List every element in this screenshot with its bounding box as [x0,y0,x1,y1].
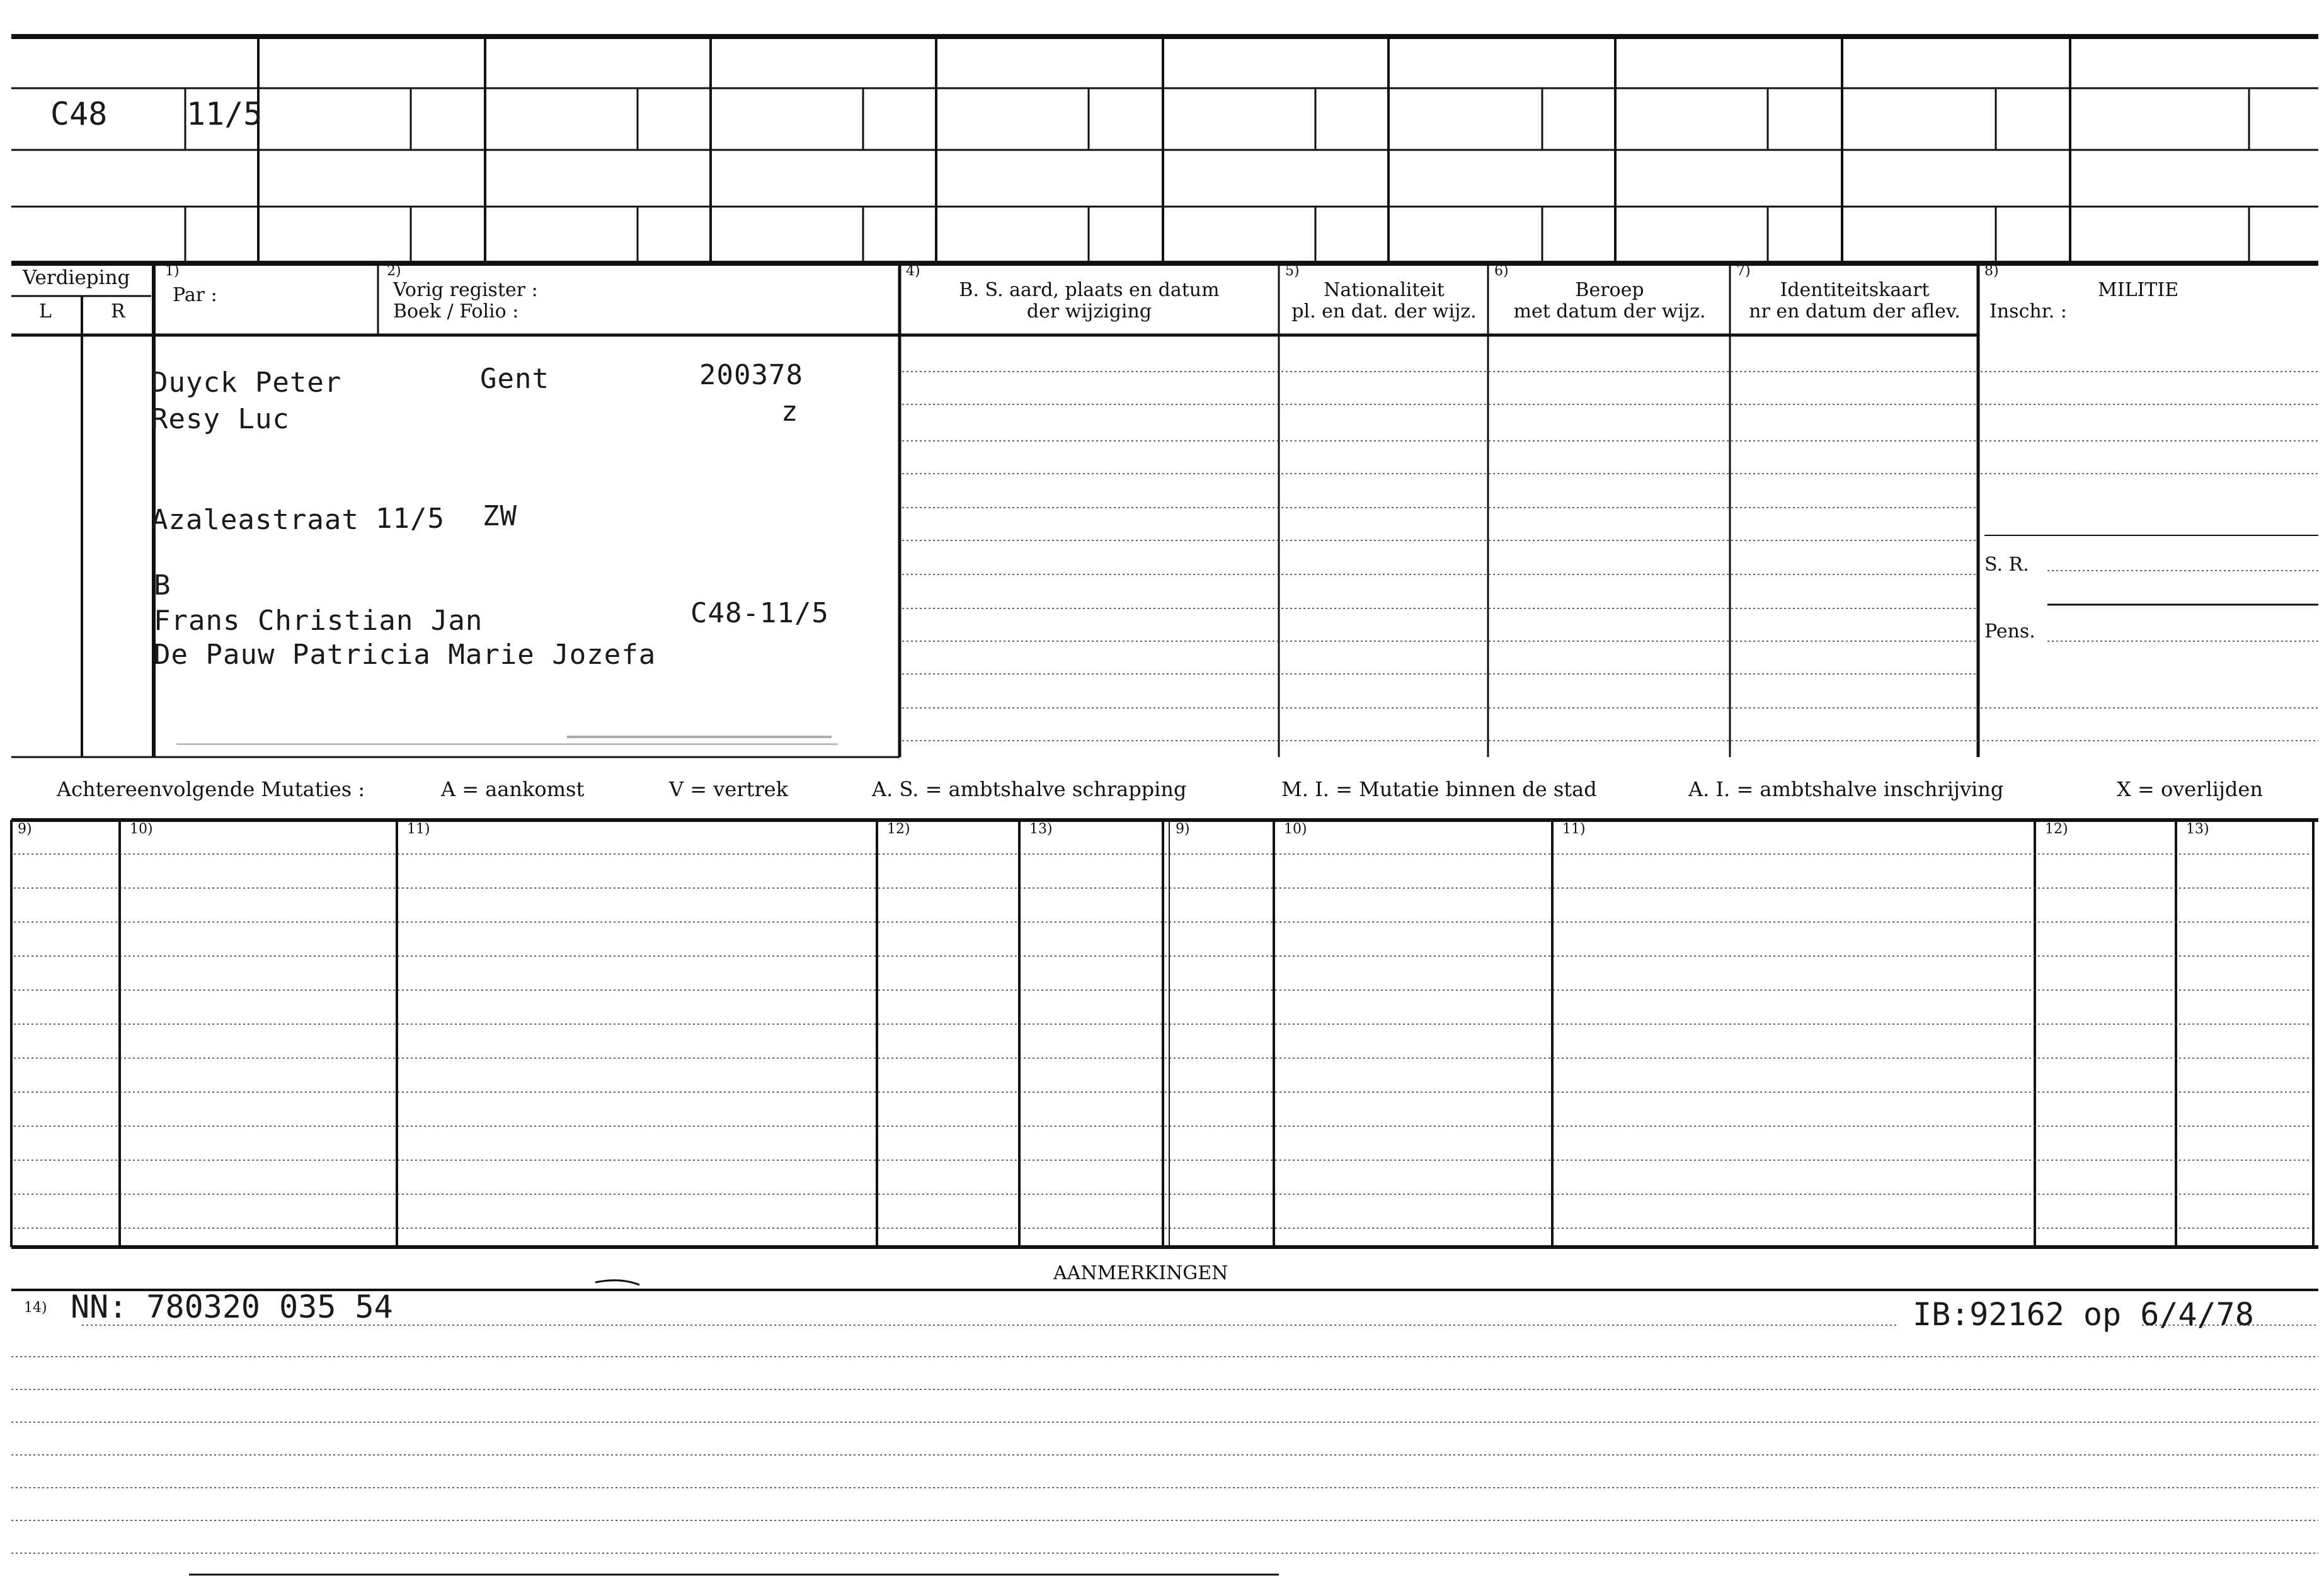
nationaliteit-header-line1: Nationaliteit [1324,279,1445,301]
record-name-line1: Duyck Peter [151,367,342,399]
building-number: 11/5 [186,96,263,132]
field-number-14: 14) [24,1300,47,1316]
building-code: C48 [50,96,108,132]
verdieping-label: Verdieping [23,266,130,289]
record-mother-name: De Pauw Patricia Marie Jozefa [154,639,656,671]
bs-header-line1: B. S. aard, plaats en datum [959,279,1220,301]
legend-ambtshalve-schrapping: A. S. = ambtshalve schrapping [872,777,1187,801]
beroep-header-line2: met datum der wijz. [1513,300,1706,322]
legend-overlijden: X = overlijden [2117,777,2263,801]
remarks-nn: NN: 780320 035 54 [71,1289,393,1325]
mutation-col-11b: 11) [1562,821,1586,837]
field-number-4: 4) [906,263,920,279]
mutation-col-10: 10) [130,821,153,837]
mutation-col-11: 11) [407,821,430,837]
record-mark: B [154,569,171,601]
record-child-name: Frans Christian Jan [154,605,483,637]
pens-label: Pens. [1984,620,2035,642]
par-label: Par : [173,284,217,306]
bs-header-line2: der wijziging [1026,300,1152,322]
mutation-col-12b: 12) [2045,821,2068,837]
record-child-ref: C48-11/5 [690,597,829,629]
record-suffix: z [781,396,799,428]
beroep-header-line1: Beroep [1575,279,1644,301]
legend-ambtshalve-inschrijving: A. I. = ambtshalve inschrijving [1688,777,2004,801]
militie-label: MILITIE [2098,279,2179,301]
sr-label: S. R. [1984,554,2029,576]
record-address-zone: ZW [483,500,517,532]
field-number-7: 7) [1736,263,1751,279]
field-number-6: 6) [1494,263,1509,279]
field-number-5: 5) [1285,263,1300,279]
remarks-ib: IB:92162 op 6/4/78 [1913,1296,2254,1333]
mutation-col-12: 12) [887,821,910,837]
aanmerkingen-title: AANMERKINGEN [1053,1262,1228,1284]
record-address-number: 11/5 [375,503,445,535]
legend-aankomst: A = aankomst [441,777,585,801]
field-number-1: 1) [165,263,180,279]
mutation-col-10b: 10) [1284,821,1307,837]
nationaliteit-header-line2: pl. en dat. der wijz. [1291,300,1477,322]
inschr-label: Inschr. : [1989,300,2067,322]
mutation-col-13: 13) [1029,821,1053,837]
vorig-register-label: Vorig register : [393,279,538,301]
legend-mutatie-binnen-stad: M. I. = Mutatie binnen de stad [1281,777,1597,801]
record-address: Azaleastraat [151,504,359,536]
col-l-label: L [39,300,52,322]
boek-folio-label: Boek / Folio : [393,300,519,322]
identiteitskaart-header-line1: Identiteitskaart [1780,279,1930,301]
field-number-8: 8) [1984,263,1999,279]
record-number: 200378 [699,359,803,391]
mutation-col-9b: 9) [1176,821,1190,837]
legend-vertrek: V = vertrek [669,777,789,801]
record-place: Gent [480,363,549,395]
record-name-line2: Resy Luc [151,403,290,435]
col-r-label: R [111,300,125,322]
mutations-legend-title: Achtereenvolgende Mutaties : [57,777,365,801]
mutation-col-9: 9) [18,821,32,837]
field-number-2: 2) [387,263,401,279]
identiteitskaart-header-line2: nr en datum der aflev. [1749,300,1961,322]
mutation-col-13b: 13) [2186,821,2209,837]
